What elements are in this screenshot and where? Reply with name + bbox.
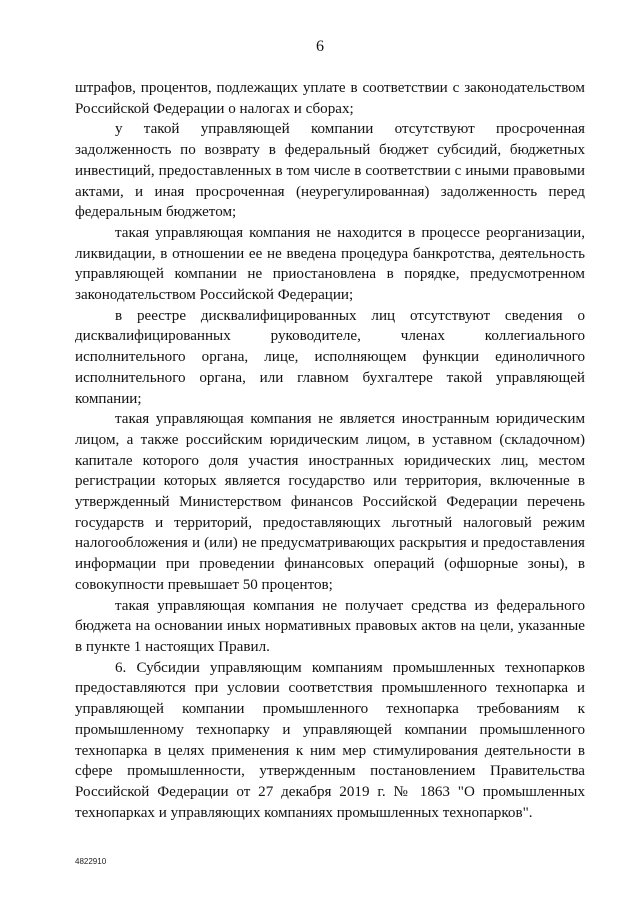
paragraph-disqualified-registry: в реестре дисквалифицированных лиц отсутствуют сведения о дисквалифицированных руководителе, членах коллегиального исполнительного органа, лице, исполняющем функции единоличного исполнительного органа, или главном бухгалтере такой управляющей компании; <box>75 307 585 407</box>
paragraph-not-foreign-entity: такая управляющая компания не является иностранным юридическим лицом, а также российским юридическим лицом, в уставном (складочном) капитале которого доля участия иностранных юридических лиц, местом регистрации которых является государство или территория, включенные в утвержденный Министерством финансов Российской Федерации перечень государств и территорий, предоставляющих льготный налоговый режим налогообложения и (или) не предусматривающих раскрытия и предоставления информации при проведении финансовых операций (офшорные зоны), в совокупности превышает 50 процентов; <box>75 411 585 593</box>
page-number: 6 <box>316 38 324 55</box>
paragraph-no-reorganization: такая управляющая компания не находится в процессе реорганизации, ликвидации, в отношении ее не введена процедура банкротства, деятельность управляющей компании не приостановлена в порядке, предусмотренном законодательством Российской Федерации; <box>75 224 585 304</box>
paragraph-no-debt: у такой управляющей компании отсутствуют просроченная задолженность по возврату в федеральный бюджет субсидий, бюджетных инвестиций, предоставленных в том числе в соответствии с иными правовыми актами, и иная просроченная (неурегулированная) задолженность перед федеральным бюджетом; <box>75 121 585 221</box>
paragraph-continuation: штрафов, процентов, подлежащих уплате в соответствии с законодательством Российской Федерации о налогах и сборах; <box>75 80 585 117</box>
paragraph-item-6: 6. Субсидии управляющим компаниям промышленных технопарков предоставляются при условии соответствия промышленного технопарка и управляющей компании промышленного технопарка требованиям к промышленному технопарку и управляющей компании промышленного технопарка в целях применения к ним мер стимулирования деятельности в сфере промышленности, утвержденным постановлением Правительства Российской Федерации от 27 декабря 2019 г. № 1863 "О промышленных технопарках и управляющих компаниях промышленных технопарков". <box>75 659 585 821</box>
paragraph-no-other-funding: такая управляющая компания не получает средства из федерального бюджета на основании иных нормативных правовых актов на цели, указанные в пункте 1 настоящих Правил. <box>75 597 585 655</box>
document-body <box>75 78 585 823</box>
document-code: 4822910 <box>75 857 107 866</box>
